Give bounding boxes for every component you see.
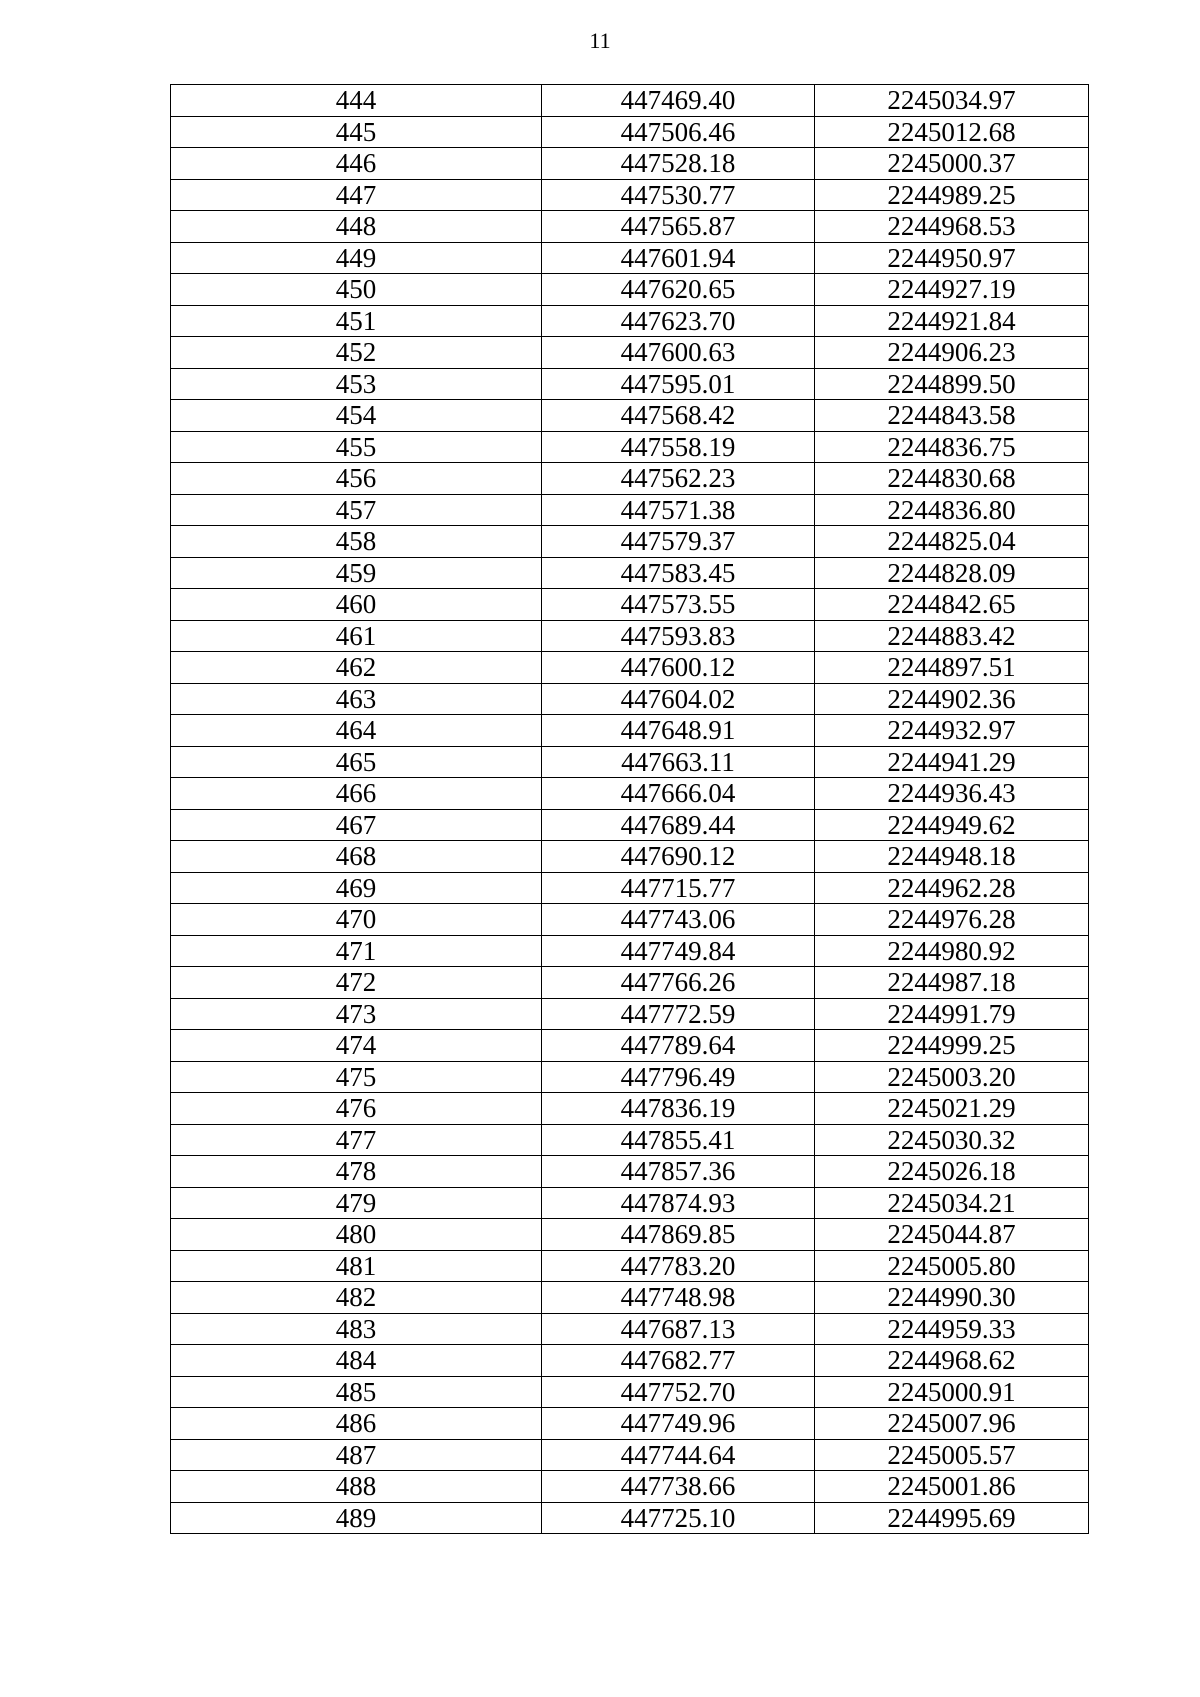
- x-coordinate-cell: 447595.01: [542, 368, 815, 400]
- point-number-cell: 474: [171, 1030, 542, 1062]
- table-row: [171, 557, 1089, 589]
- y-coordinate-cell: 2244825.04: [815, 526, 1089, 558]
- table-row: [171, 872, 1089, 904]
- x-coordinate-cell: 447789.64: [542, 1030, 815, 1062]
- x-coordinate-cell: 447623.70: [542, 305, 815, 337]
- table-row: [171, 935, 1089, 967]
- y-coordinate-cell: 2245034.97: [815, 85, 1089, 117]
- x-coordinate-cell: 447528.18: [542, 148, 815, 180]
- y-coordinate-cell: 2244843.58: [815, 400, 1089, 432]
- x-coordinate-cell: 447568.42: [542, 400, 815, 432]
- x-coordinate-cell: 447836.19: [542, 1093, 815, 1125]
- point-number-cell: 487: [171, 1439, 542, 1471]
- page-number: 11: [589, 28, 611, 53]
- x-coordinate-cell: 447565.87: [542, 211, 815, 243]
- table-row: [171, 400, 1089, 432]
- point-number-cell: 470: [171, 904, 542, 936]
- x-coordinate-cell: 447600.63: [542, 337, 815, 369]
- x-coordinate-cell: 447579.37: [542, 526, 815, 558]
- point-number-cell: 444: [171, 85, 542, 117]
- point-number-cell: 463: [171, 683, 542, 715]
- y-coordinate-cell: 2244830.68: [815, 463, 1089, 495]
- y-coordinate-cell: 2245030.32: [815, 1124, 1089, 1156]
- x-coordinate-cell: 447666.04: [542, 778, 815, 810]
- y-coordinate-cell: 2244828.09: [815, 557, 1089, 589]
- table-row: [171, 85, 1089, 117]
- y-coordinate-cell: 2244990.30: [815, 1282, 1089, 1314]
- table-row: [171, 1408, 1089, 1440]
- y-coordinate-cell: 2244987.18: [815, 967, 1089, 999]
- point-number-cell: 486: [171, 1408, 542, 1440]
- y-coordinate-cell: 2244941.29: [815, 746, 1089, 778]
- table-row: [171, 148, 1089, 180]
- table-row: [171, 652, 1089, 684]
- point-number-cell: 460: [171, 589, 542, 621]
- table-row: [171, 746, 1089, 778]
- y-coordinate-cell: 2244836.80: [815, 494, 1089, 526]
- point-number-cell: 471: [171, 935, 542, 967]
- table-row: [171, 715, 1089, 747]
- table-row: [171, 526, 1089, 558]
- table-row: [171, 809, 1089, 841]
- x-coordinate-cell: 447855.41: [542, 1124, 815, 1156]
- table-row: [171, 1250, 1089, 1282]
- point-number-cell: 453: [171, 368, 542, 400]
- y-coordinate-cell: 2245000.37: [815, 148, 1089, 180]
- x-coordinate-cell: 447766.26: [542, 967, 815, 999]
- y-coordinate-cell: 2244883.42: [815, 620, 1089, 652]
- table-row: [171, 589, 1089, 621]
- x-coordinate-cell: 447783.20: [542, 1250, 815, 1282]
- y-coordinate-cell: 2244948.18: [815, 841, 1089, 873]
- x-coordinate-cell: 447772.59: [542, 998, 815, 1030]
- point-number-cell: 448: [171, 211, 542, 243]
- point-number-cell: 458: [171, 526, 542, 558]
- table-row: [171, 1030, 1089, 1062]
- y-coordinate-cell: 2244899.50: [815, 368, 1089, 400]
- y-coordinate-cell: 2244842.65: [815, 589, 1089, 621]
- point-number-cell: 476: [171, 1093, 542, 1125]
- table-row: [171, 1187, 1089, 1219]
- y-coordinate-cell: 2244936.43: [815, 778, 1089, 810]
- point-number-cell: 446: [171, 148, 542, 180]
- point-number-cell: 445: [171, 116, 542, 148]
- x-coordinate-cell: 447869.85: [542, 1219, 815, 1251]
- x-coordinate-cell: 447752.70: [542, 1376, 815, 1408]
- point-number-cell: 461: [171, 620, 542, 652]
- coordinates-table: [170, 84, 1089, 1534]
- table-row: [171, 463, 1089, 495]
- x-coordinate-cell: 447573.55: [542, 589, 815, 621]
- point-number-cell: 447: [171, 179, 542, 211]
- point-number-cell: 464: [171, 715, 542, 747]
- table-row: [171, 1156, 1089, 1188]
- y-coordinate-cell: 2244950.97: [815, 242, 1089, 274]
- point-number-cell: 454: [171, 400, 542, 432]
- x-coordinate-cell: 447620.65: [542, 274, 815, 306]
- x-coordinate-cell: 447682.77: [542, 1345, 815, 1377]
- table-row: [171, 1376, 1089, 1408]
- x-coordinate-cell: 447748.98: [542, 1282, 815, 1314]
- point-number-cell: 477: [171, 1124, 542, 1156]
- point-number-cell: 467: [171, 809, 542, 841]
- table-row: [171, 904, 1089, 936]
- x-coordinate-cell: 447749.96: [542, 1408, 815, 1440]
- table-row: [171, 620, 1089, 652]
- x-coordinate-cell: 447749.84: [542, 935, 815, 967]
- y-coordinate-cell: 2245034.21: [815, 1187, 1089, 1219]
- y-coordinate-cell: 2245026.18: [815, 1156, 1089, 1188]
- y-coordinate-cell: 2245021.29: [815, 1093, 1089, 1125]
- y-coordinate-cell: 2245003.20: [815, 1061, 1089, 1093]
- y-coordinate-cell: 2245005.80: [815, 1250, 1089, 1282]
- y-coordinate-cell: 2244959.33: [815, 1313, 1089, 1345]
- x-coordinate-cell: 447562.23: [542, 463, 815, 495]
- table-row: [171, 494, 1089, 526]
- point-number-cell: 459: [171, 557, 542, 589]
- coordinates-table-body: [171, 85, 1089, 1534]
- y-coordinate-cell: 2244836.75: [815, 431, 1089, 463]
- table-row: [171, 841, 1089, 873]
- x-coordinate-cell: 447663.11: [542, 746, 815, 778]
- table-row: [171, 179, 1089, 211]
- table-row: [171, 967, 1089, 999]
- table-row: [171, 1313, 1089, 1345]
- point-number-cell: 489: [171, 1502, 542, 1534]
- table-row: [171, 1439, 1089, 1471]
- x-coordinate-cell: 447744.64: [542, 1439, 815, 1471]
- table-row: [171, 1282, 1089, 1314]
- y-coordinate-cell: 2244968.53: [815, 211, 1089, 243]
- point-number-cell: 455: [171, 431, 542, 463]
- x-coordinate-cell: 447687.13: [542, 1313, 815, 1345]
- point-number-cell: 480: [171, 1219, 542, 1251]
- point-number-cell: 483: [171, 1313, 542, 1345]
- point-number-cell: 456: [171, 463, 542, 495]
- y-coordinate-cell: 2244976.28: [815, 904, 1089, 936]
- x-coordinate-cell: 447604.02: [542, 683, 815, 715]
- x-coordinate-cell: 447743.06: [542, 904, 815, 936]
- x-coordinate-cell: 447725.10: [542, 1502, 815, 1534]
- x-coordinate-cell: 447715.77: [542, 872, 815, 904]
- x-coordinate-cell: 447530.77: [542, 179, 815, 211]
- table-row: [171, 242, 1089, 274]
- y-coordinate-cell: 2245012.68: [815, 116, 1089, 148]
- x-coordinate-cell: 447600.12: [542, 652, 815, 684]
- point-number-cell: 462: [171, 652, 542, 684]
- y-coordinate-cell: 2245001.86: [815, 1471, 1089, 1503]
- y-coordinate-cell: 2244999.25: [815, 1030, 1089, 1062]
- y-coordinate-cell: 2244980.92: [815, 935, 1089, 967]
- table-row: [171, 431, 1089, 463]
- table-row: [171, 1124, 1089, 1156]
- table-row: [171, 368, 1089, 400]
- point-number-cell: 452: [171, 337, 542, 369]
- table-row: [171, 1219, 1089, 1251]
- table-row: [171, 1093, 1089, 1125]
- x-coordinate-cell: 447469.40: [542, 85, 815, 117]
- x-coordinate-cell: 447690.12: [542, 841, 815, 873]
- y-coordinate-cell: 2245005.57: [815, 1439, 1089, 1471]
- y-coordinate-cell: 2244932.97: [815, 715, 1089, 747]
- point-number-cell: 457: [171, 494, 542, 526]
- point-number-cell: 468: [171, 841, 542, 873]
- y-coordinate-cell: 2244949.62: [815, 809, 1089, 841]
- point-number-cell: 484: [171, 1345, 542, 1377]
- table-row: [171, 1471, 1089, 1503]
- point-number-cell: 485: [171, 1376, 542, 1408]
- x-coordinate-cell: 447583.45: [542, 557, 815, 589]
- table-row: [171, 998, 1089, 1030]
- point-number-cell: 488: [171, 1471, 542, 1503]
- table-row: [171, 683, 1089, 715]
- y-coordinate-cell: 2244927.19: [815, 274, 1089, 306]
- table-row: [171, 1502, 1089, 1534]
- point-number-cell: 478: [171, 1156, 542, 1188]
- y-coordinate-cell: 2245007.96: [815, 1408, 1089, 1440]
- point-number-cell: 472: [171, 967, 542, 999]
- x-coordinate-cell: 447571.38: [542, 494, 815, 526]
- table-row: [171, 274, 1089, 306]
- table-row: [171, 305, 1089, 337]
- point-number-cell: 482: [171, 1282, 542, 1314]
- y-coordinate-cell: 2244897.51: [815, 652, 1089, 684]
- point-number-cell: 475: [171, 1061, 542, 1093]
- table-row: [171, 116, 1089, 148]
- point-number-cell: 479: [171, 1187, 542, 1219]
- x-coordinate-cell: 447593.83: [542, 620, 815, 652]
- x-coordinate-cell: 447558.19: [542, 431, 815, 463]
- table-row: [171, 211, 1089, 243]
- table-row: [171, 1061, 1089, 1093]
- table-row: [171, 337, 1089, 369]
- y-coordinate-cell: 2245044.87: [815, 1219, 1089, 1251]
- y-coordinate-cell: 2244902.36: [815, 683, 1089, 715]
- x-coordinate-cell: 447601.94: [542, 242, 815, 274]
- x-coordinate-cell: 447648.91: [542, 715, 815, 747]
- y-coordinate-cell: 2244991.79: [815, 998, 1089, 1030]
- table-row: [171, 778, 1089, 810]
- point-number-cell: 473: [171, 998, 542, 1030]
- x-coordinate-cell: 447506.46: [542, 116, 815, 148]
- x-coordinate-cell: 447874.93: [542, 1187, 815, 1219]
- table-row: [171, 1345, 1089, 1377]
- point-number-cell: 465: [171, 746, 542, 778]
- y-coordinate-cell: 2244906.23: [815, 337, 1089, 369]
- point-number-cell: 449: [171, 242, 542, 274]
- x-coordinate-cell: 447857.36: [542, 1156, 815, 1188]
- point-number-cell: 451: [171, 305, 542, 337]
- y-coordinate-cell: 2244989.25: [815, 179, 1089, 211]
- y-coordinate-cell: 2244962.28: [815, 872, 1089, 904]
- point-number-cell: 466: [171, 778, 542, 810]
- point-number-cell: 450: [171, 274, 542, 306]
- x-coordinate-cell: 447796.49: [542, 1061, 815, 1093]
- y-coordinate-cell: 2244995.69: [815, 1502, 1089, 1534]
- y-coordinate-cell: 2244968.62: [815, 1345, 1089, 1377]
- y-coordinate-cell: 2244921.84: [815, 305, 1089, 337]
- point-number-cell: 469: [171, 872, 542, 904]
- x-coordinate-cell: 447738.66: [542, 1471, 815, 1503]
- y-coordinate-cell: 2245000.91: [815, 1376, 1089, 1408]
- x-coordinate-cell: 447689.44: [542, 809, 815, 841]
- point-number-cell: 481: [171, 1250, 542, 1282]
